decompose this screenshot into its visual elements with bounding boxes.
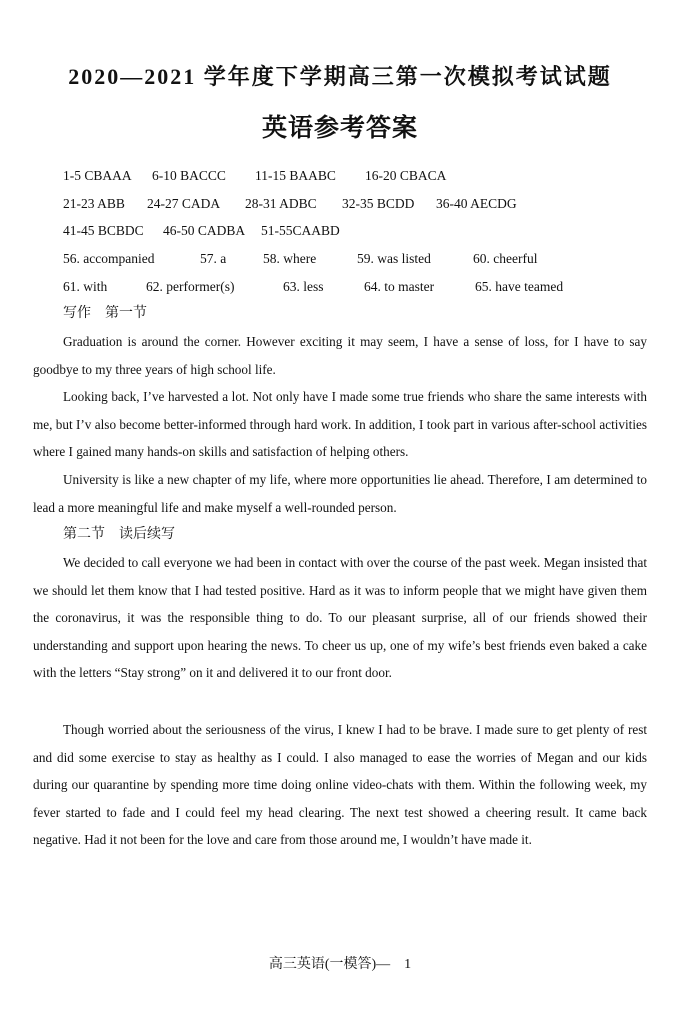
answer-group: 41-45 BCBDC bbox=[63, 223, 144, 238]
answer-item: 59. was listed bbox=[357, 251, 431, 266]
essay-paragraph: Graduation is around the corner. However exciting it may seem, I have a sense of loss, for I have to say goodbye to my three years of high school life. bbox=[33, 334, 647, 377]
story-paragraph: Though worried about the seriousness of the virus, I knew I had to be brave. I made sure to get plenty of rest and did some exercise to stay as healthy as I could. I also managed to ease the worries of Megan and our kids during our quarantine by spending more time doing online video-chats with them. Within the following week, my fever started to fade and I could feel my head clearing. The next test showed a cheering result. It came back negative. Had it not been for the love and care from those around me, I wouldn’t have made it. bbox=[33, 722, 647, 848]
answer-item: 57. a bbox=[200, 251, 227, 266]
answer-item: 58. where bbox=[263, 251, 317, 266]
answer-item: 61. with bbox=[63, 279, 108, 294]
answer-group: 36-40 AECDG bbox=[436, 196, 517, 211]
answer-group: 28-31 ADBC bbox=[245, 196, 317, 211]
answer-group: 16-20 CBACA bbox=[365, 168, 447, 183]
page-footer: 高三英语(一模答)— 1 bbox=[268, 957, 412, 972]
answer-item: 60. cheerful bbox=[473, 251, 538, 266]
answer-item: 63. less bbox=[283, 279, 324, 294]
answer-group: 46-50 CADBA bbox=[163, 223, 246, 238]
essay-paragraph: Looking back, I’ve harvested a lot. Not only have I made some true friends who share the same interests with me, but I’v also become better-informed through hard work. In addition, I took part in various after-school activities where I gained many hands-on skills and satisfaction of helping others. bbox=[33, 389, 647, 460]
answer-group: 11-15 BAABC bbox=[255, 168, 336, 183]
writing-section-2-label: 第二节 读后续写 bbox=[63, 527, 175, 542]
essay-paragraph: University is like a new chapter of my life, where more opportunities lie ahead. Therefore, I am determined to lead a more meaningful life and make myself a well-rounded person. bbox=[33, 472, 647, 515]
answer-group: 24-27 CADA bbox=[147, 196, 221, 211]
answer-group: 6-10 BACCC bbox=[152, 168, 226, 183]
page-title: 2020—2021 学年度下学期高三第一次模拟考试试题 bbox=[68, 64, 612, 89]
answer-item: 65. have teamed bbox=[475, 279, 564, 294]
answer-group: 32-35 BCDD bbox=[342, 196, 415, 211]
answer-group: 1-5 CBAAA bbox=[63, 168, 132, 183]
answer-group: 21-23 ABB bbox=[63, 196, 125, 211]
answer-item: 62. performer(s) bbox=[146, 279, 235, 294]
answer-item: 56. accompanied bbox=[63, 251, 155, 266]
answer-group: 51-55CAABD bbox=[261, 223, 340, 238]
writing-section-1-label: 写作 第一节 bbox=[63, 306, 147, 321]
answer-item: 64. to master bbox=[364, 279, 435, 294]
story-paragraph: We decided to call everyone we had been in contact with over the course of the past week. Megan insisted that we should let them know that I had tested positive. Hard as it was to inform people that we might have given them the coronavirus, it was the responsible thing to do. To our pleasant surprise, all of our friends showed their understanding and support upon hearing the news. To cheer us up, one of my wife’s best friends even baked a cake with the letters “Stay strong” on it and delivered it to our front door. bbox=[33, 555, 647, 681]
page-subtitle: 英语参考答案 bbox=[261, 115, 418, 142]
